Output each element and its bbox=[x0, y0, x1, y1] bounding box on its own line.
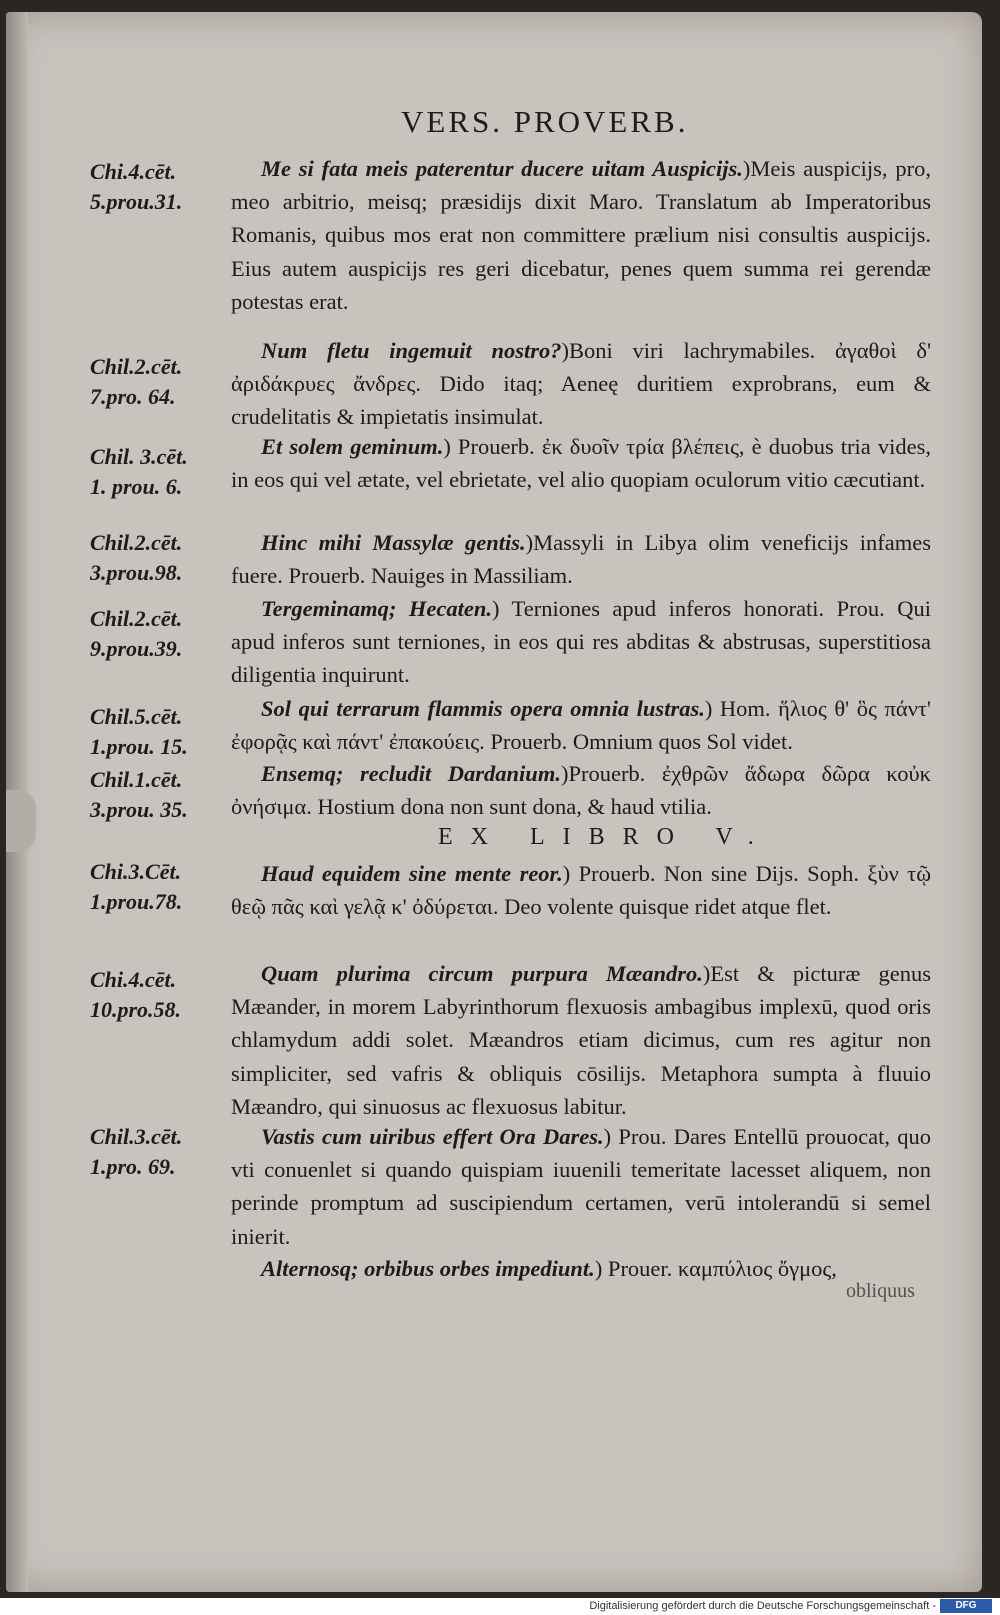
dfg-logo: DFG bbox=[940, 1599, 992, 1613]
marginal-reference: Chil.2.cēt. 9.prou.39. bbox=[90, 606, 183, 661]
lemma: Tergeminamq; Hecaten. bbox=[261, 596, 492, 621]
lemma: Alternosq; orbibus orbes impediunt. bbox=[261, 1256, 595, 1281]
entry-text: Haud equidem sine mente reor.) Prouerb. Non sine Dijs. Soph. ξὺν τῷ θεῷ πᾶς καὶ γελᾷ κ' ὀδύρεται. Deo volente quisque ridet atque flet. bbox=[231, 861, 931, 920]
running-header: VERS. PROVERB. bbox=[401, 104, 689, 139]
marginal-reference: Chil.2.cēt. 3.prou.98. bbox=[90, 530, 183, 585]
page-tab bbox=[6, 790, 36, 852]
book-page bbox=[6, 12, 982, 1592]
marginal-reference: Chil.5.cēt. 1.prou. 15. bbox=[90, 704, 188, 759]
catchword: obliquus bbox=[846, 1280, 915, 1302]
chapter-heading: EX LIBRO V. bbox=[438, 824, 772, 850]
marginal-reference: Chil.1.cēt. 3.prou. 35. bbox=[90, 767, 188, 822]
entry-text: Num fletu ingemuit nostro?)Boni viri lachrymabiles. ἀγαθοὶ δ' ἀριδάκρυες ἄνδρες. Dido itaq; Aeneę duritiem exprobrans, eum & crudelitatis & impietatis insimulat. bbox=[231, 338, 931, 430]
lemma: Me si fata meis paterentur ducere uitam Auspicijs. bbox=[261, 156, 743, 181]
entry-text: Sol qui terrarum flammis opera omnia lustras.) Hom. ἥλιος θ' ὃς πάντ' ἐφορᾷς καὶ πάντ' ἐπακούεις. Prouerb. Omnium quos Sol videt. bbox=[231, 696, 931, 755]
lemma: Num fletu ingemuit nostro? bbox=[261, 338, 562, 363]
marginal-reference: Chi.4.cēt. 10.pro.58. bbox=[90, 967, 182, 1022]
marginal-reference: Chil.3.cēt. 1.pro. 69. bbox=[90, 1124, 183, 1179]
lemma: Vastis cum uiribus effert Ora Dares. bbox=[261, 1124, 604, 1149]
digitization-footer bbox=[0, 1598, 1000, 1615]
marginal-reference: Chi.4.cēt. 5.prou.31. bbox=[90, 159, 183, 214]
entry-text: Et solem geminum.) Prouerb. ἐκ δυοῖν τρία βλέπεις, è duobus tria vides, in eos qui vel ætate, vel ebrietate, vel alio quopiam oculorum vitio cæcutiant. bbox=[231, 434, 931, 493]
entry-text: Vastis cum uiribus effert Ora Dares.) Prou. Dares Entellū prouocat, quo vti conuenlet si quando quispiam iuuenili temeritate lacesset aliquem, non perinde promptum ad suscipiendum certamen, verū intolerandū si semel inierit. bbox=[231, 1124, 931, 1249]
marginal-reference: Chil. 3.cēt. 1. prou. 6. bbox=[90, 444, 188, 499]
entry-text: Hinc mihi Massylæ gentis.)Massyli in Libya olim veneficijs infames fuere. Prouerb. Nauiges in Massiliam. bbox=[231, 530, 931, 589]
lemma: Ensemq; recludit Dardanium. bbox=[261, 761, 561, 786]
lemma: Sol qui terrarum flammis opera omnia lustras. bbox=[261, 696, 705, 721]
entry-text: Tergeminamq; Hecaten.) Terniones apud inferos honorati. Prou. Qui apud inferos sunt terniones, in eos qui res abditas & abstrusas, superstitiosa diligentia inquirunt. bbox=[231, 596, 931, 688]
lemma: Et solem geminum. bbox=[261, 434, 444, 459]
entry-text: Quam plurima circum purpura Mæandro.)Est & picturæ genus Mæander, in morem Labyrinthorum flexuosis ambagibus implexū, quod oris chlamydum addi solet. Mæandros etiam dicimus, cum res agitur non simpliciter, sed vafris & obliquis cōsilijs. Metaphora sumpta à fluuio Mæandro, qui sinuosus ac flexuosus labitur. bbox=[231, 961, 931, 1119]
marginal-reference: Chi.3.Cēt. 1.prou.78. bbox=[90, 859, 183, 914]
lemma: Haud equidem sine mente reor. bbox=[261, 861, 563, 886]
lemma: Quam plurima circum purpura Mæandro. bbox=[261, 961, 703, 986]
marginal-reference: Chil.2.cēt. 7.pro. 64. bbox=[90, 354, 183, 409]
lemma: Hinc mihi Massylæ gentis. bbox=[261, 530, 526, 555]
entry-text: Alternosq; orbibus orbes impediunt.) Prouer. καμπύλιος ὄγμος, bbox=[261, 1256, 837, 1281]
footer-text: Digitalisierung gefördert durch die Deutsche Forschungsgemeinschaft - bbox=[589, 1600, 936, 1612]
entry-text: Me si fata meis paterentur ducere uitam Auspicijs.)Meis auspicijs, pro, meo arbitrio, meisq; præsidijs dixit Maro. Translatum ab Imperatoribus Romanis, quibus mos erat non committere prælium nisi consultis auspicijs. Eius autem auspicijs res geri dicebatur, penes quem summa rei gerendæ potestas erat. bbox=[231, 156, 931, 314]
entry-text: Ensemq; recludit Dardanium.)Prouerb. ἐχθρῶν ἄδωρα δῶρα κοὐκ ὀνήσιμα. Hostium dona non sunt dona, & haud vtilia. bbox=[231, 761, 931, 820]
